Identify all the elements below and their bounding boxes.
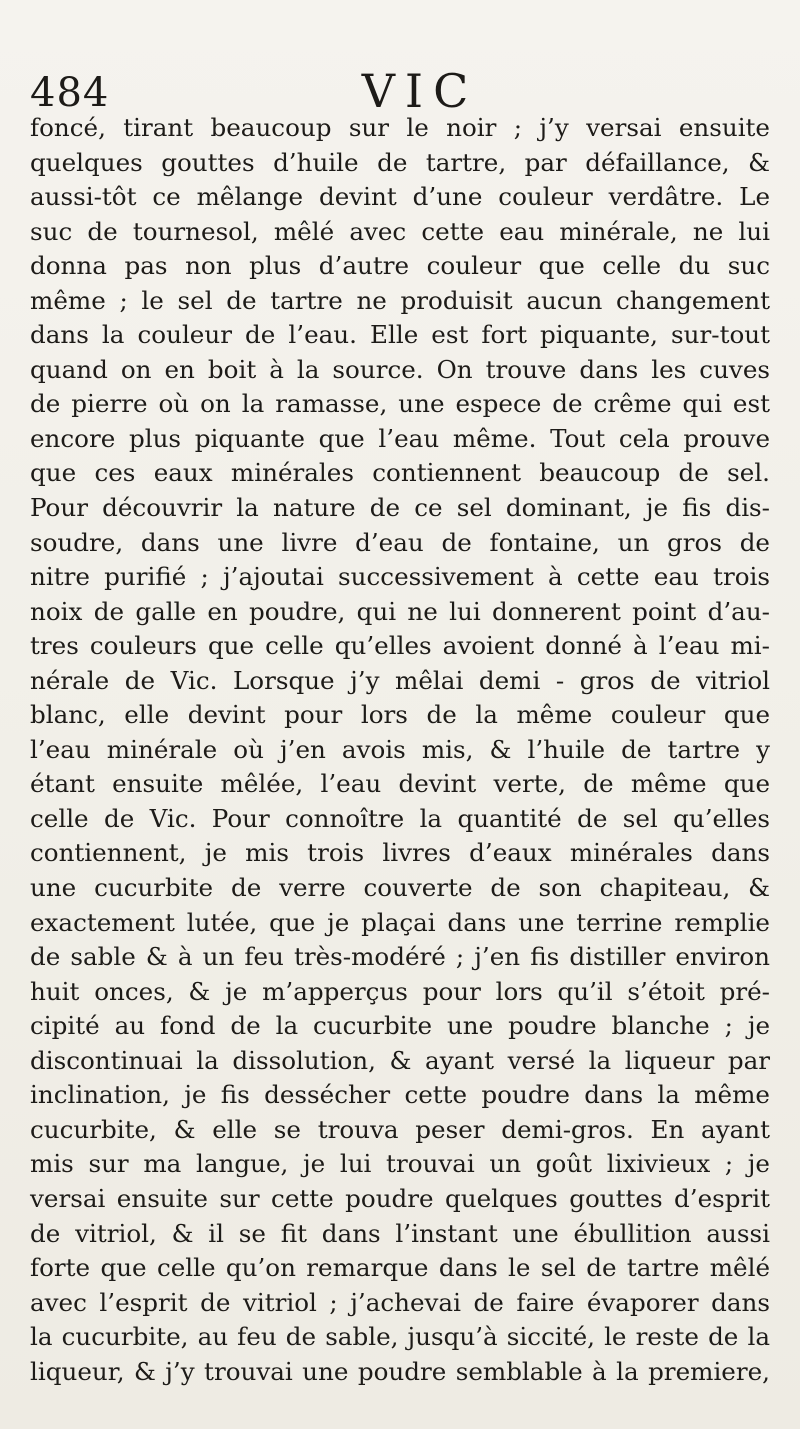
text-line: nitre purifié ; j’ajoutai successivement à cette eau trois (30, 562, 770, 592)
text-line: huit onces, & je m’apperçus pour lors qu’il s’étoit pré- (30, 976, 770, 1006)
text-line: foncé, tirant beaucoup sur le noir ; j’y versai ensuite (30, 113, 770, 142)
text-line: mis sur ma langue, je lui trouvai un goût lixivieux ; je (30, 1149, 770, 1179)
text-line: aussi-tôt ce mêlange devint d’une couleur verdâtre. Le (30, 182, 770, 212)
page-number: 484 (30, 70, 110, 116)
text-line: avec l’esprit de vitriol ; j’achevai de faire évaporer dans (30, 1287, 770, 1317)
text-line: de pierre où on la ramasse, une espece de crême qui est (30, 389, 770, 419)
running-head: VIC (361, 64, 479, 118)
text-line: encore plus piquante que l’eau même. Tout cela prouve (30, 423, 770, 453)
text-line: quelques gouttes d’huile de tartre, par défaillance, & (30, 147, 770, 177)
text-line: dans la couleur de l’eau. Elle est fort piquante, sur-tout (30, 320, 770, 350)
text-line: noix de galle en poudre, qui ne lui donnerent point d’au- (30, 596, 770, 626)
text-line: blanc, elle devint pour lors de la même couleur que (30, 700, 770, 730)
text-line: cucurbite, & elle se trouva peser demi-gros. En ayant (30, 1114, 770, 1144)
text-line: soudre, dans une livre d’eau de fontaine, un gros de (30, 527, 770, 557)
text-line: une cucurbite de verre couverte de son chapiteau, & (30, 873, 770, 903)
text-line: exactement lutée, que je plaçai dans une terrine remplie (30, 907, 770, 937)
text-line: quand on en boit à la source. On trouve dans les cuves (30, 354, 770, 384)
text-line: donna pas non plus d’autre couleur que celle du suc (30, 251, 770, 281)
text-line: contiennent, je mis trois livres d’eaux minérales dans (30, 838, 770, 868)
text-line: que ces eaux minérales contiennent beaucoup de sel. (30, 458, 770, 488)
text-line: celle de Vic. Pour connoître la quantité de sel qu’elles (30, 803, 770, 833)
text-line: la cucurbite, au feu de sable, jusqu’à siccité, le reste de la (30, 1322, 770, 1352)
text-line: liqueur, & j’y trouvai une poudre semblable à la premiere, (30, 1356, 770, 1386)
text-line: versai ensuite sur cette poudre quelques gouttes d’esprit (30, 1183, 770, 1213)
text-line: suc de tournesol, mêlé avec cette eau minérale, ne lui (30, 216, 770, 246)
text-line: étant ensuite mêlée, l’eau devint verte, de même que (30, 769, 770, 799)
text-line: discontinuai la dissolution, & ayant versé la liqueur par (30, 1045, 770, 1075)
page-header (30, 64, 770, 118)
text-line: nérale de Vic. Lorsque j’y mêlai demi - gros de vitriol (30, 665, 770, 695)
body-text (30, 111, 770, 1389)
text-line: l’eau minérale où j’en avois mis, & l’huile de tartre y (30, 734, 770, 764)
text-line: forte que celle qu’on remarque dans le sel de tartre mêlé (30, 1253, 770, 1283)
text-line: cipité au fond de la cucurbite une poudre blanche ; je (30, 1011, 770, 1041)
text-line: de sable & à un feu très-modéré ; j’en fis distiller environ (30, 942, 770, 972)
text-line: Pour découvrir la nature de ce sel dominant, je fis dis- (30, 493, 770, 523)
text-line: même ; le sel de tartre ne produisit aucun changement (30, 285, 770, 315)
text-line: tres couleurs que celle qu’elles avoient donné à l’eau mi- (30, 631, 770, 661)
text-line: inclination, je fis dessécher cette poudre dans la même (30, 1080, 770, 1110)
text-line: de vitriol, & il se fit dans l’instant une ébullition aussi (30, 1218, 770, 1248)
